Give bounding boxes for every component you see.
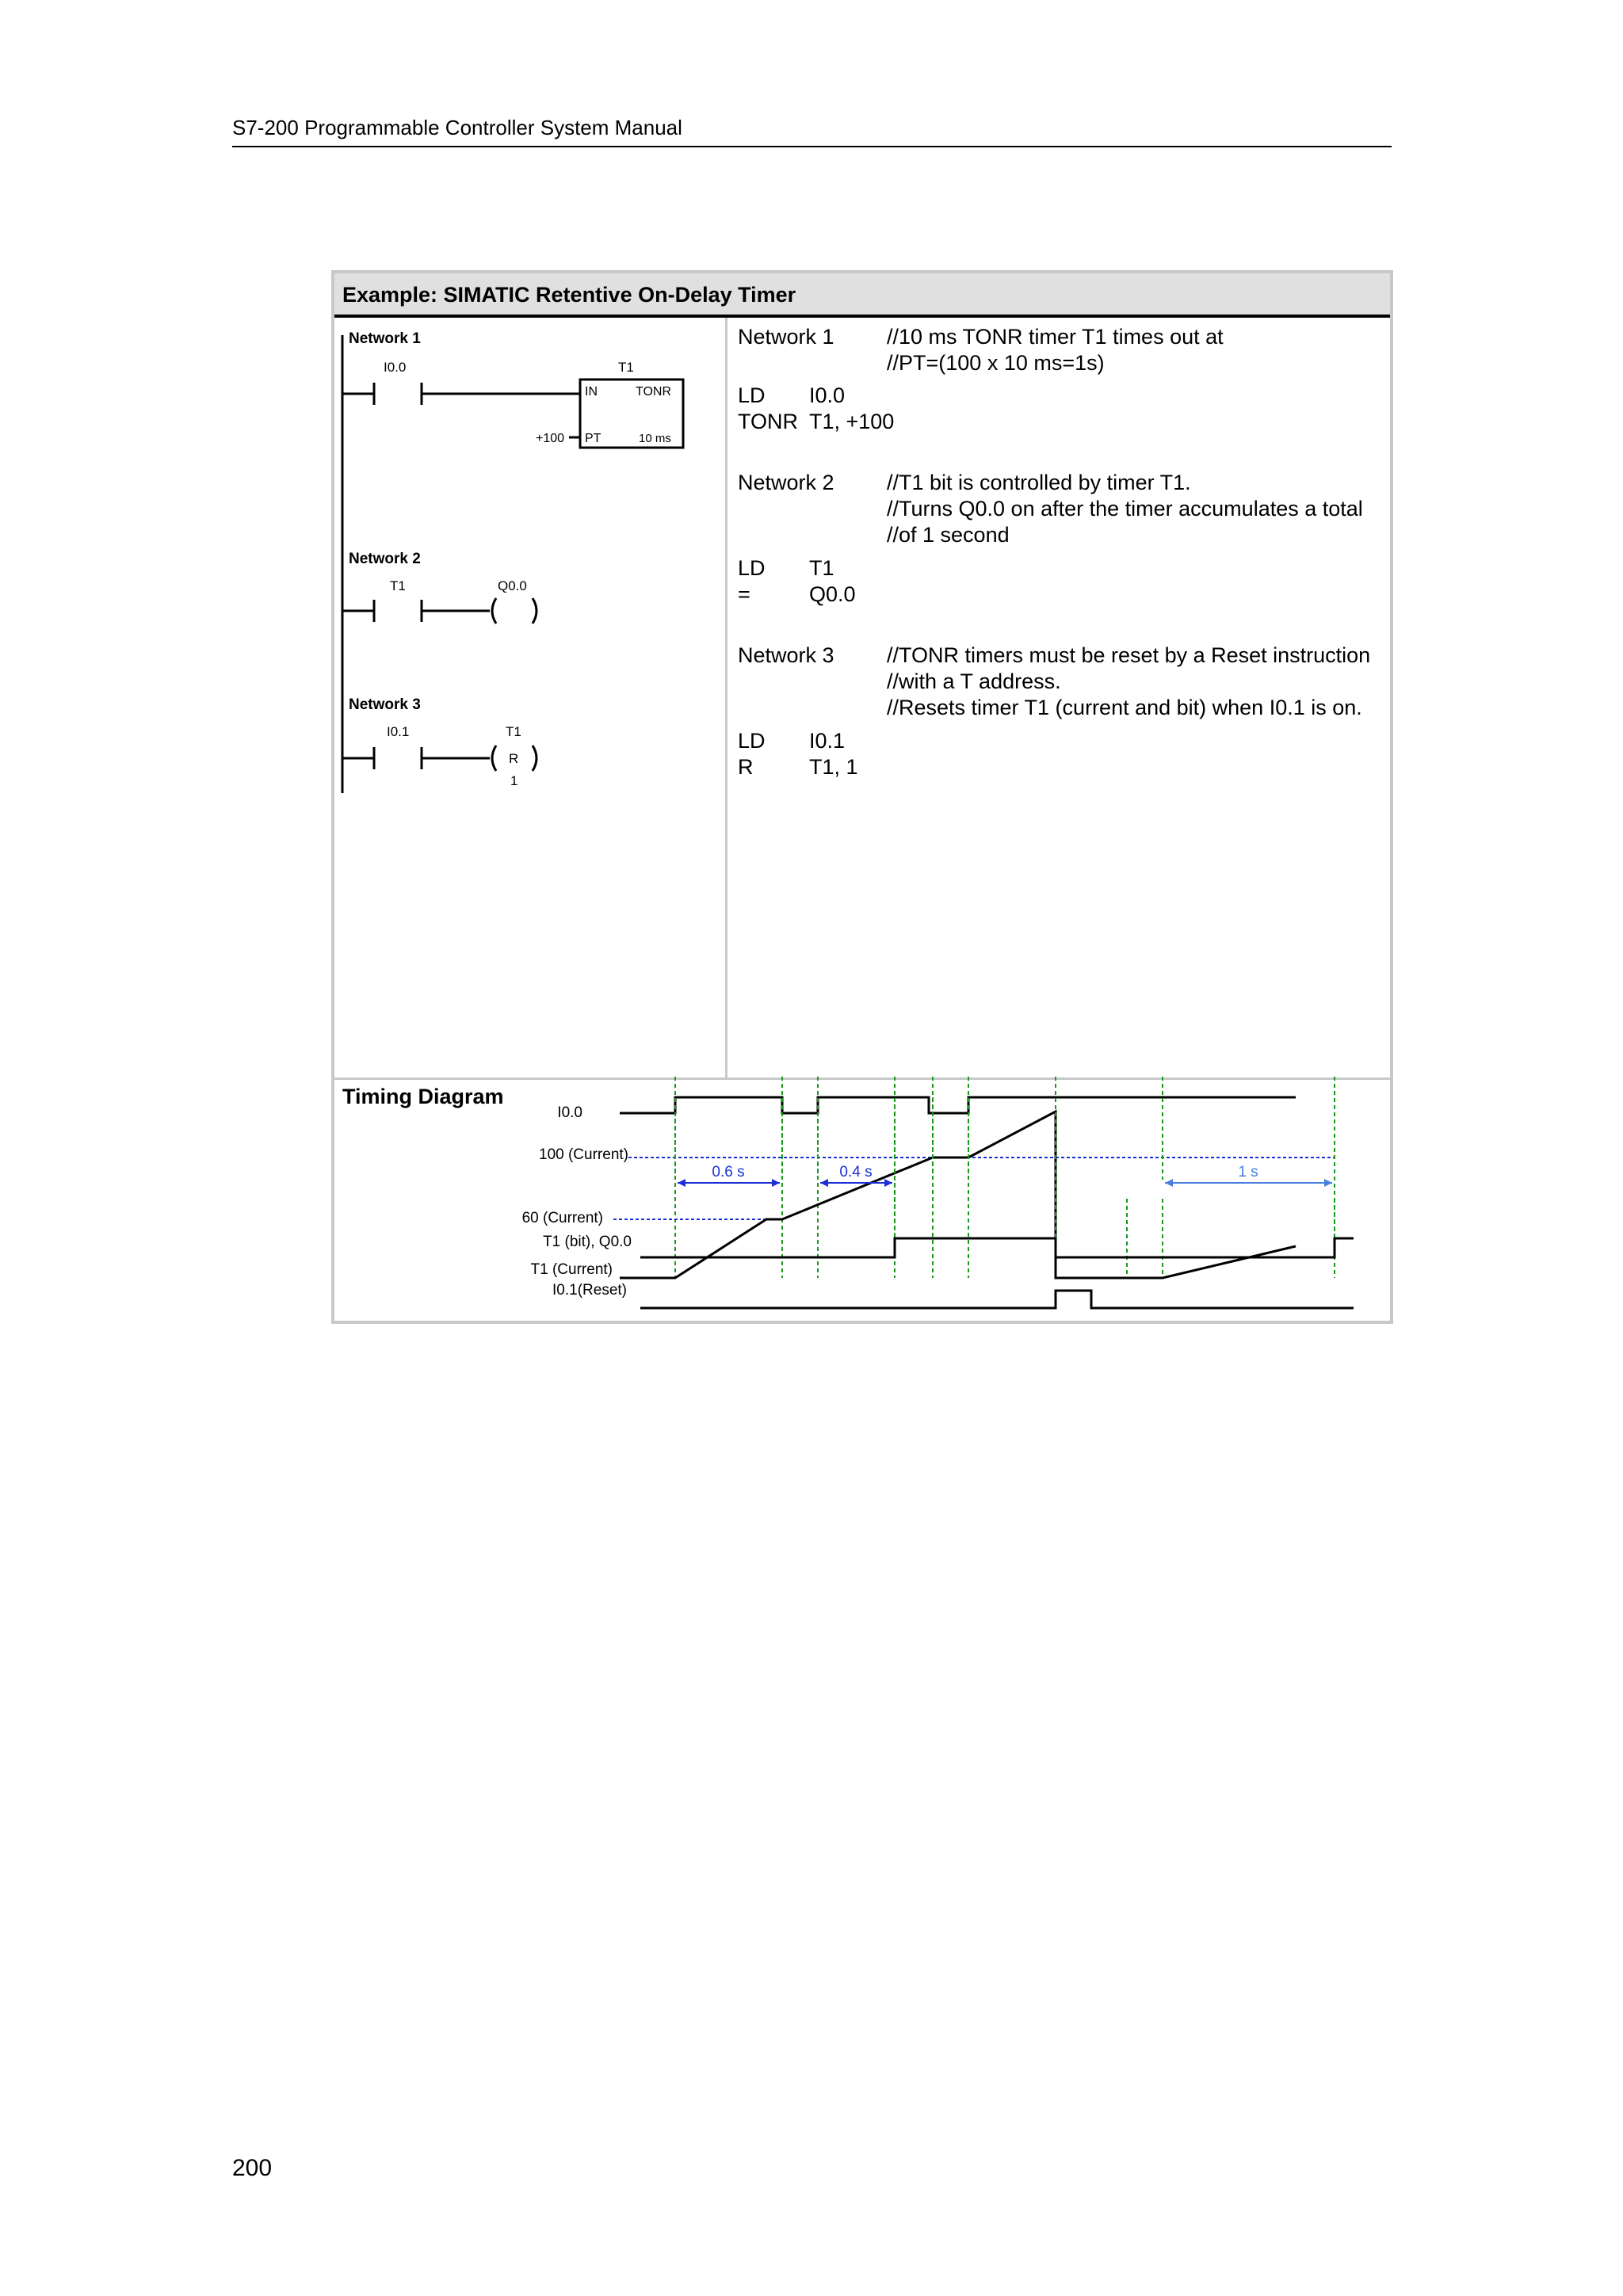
example-title: Example: SIMATIC Retentive On-Delay Timer	[342, 283, 796, 307]
stl-n2-arg-2: Q0.0	[809, 582, 856, 606]
ladder-n1-pt-label: PT	[585, 432, 601, 445]
waveform-i0-1-reset	[640, 1291, 1354, 1308]
ladder-n3-coil-count: 1	[510, 773, 518, 788]
stl-n2-op-2: =	[738, 582, 750, 606]
ladder-n2-coil	[492, 598, 496, 624]
stl-n1-comment-1: //10 ms TONR timer T1 times out at	[887, 325, 1224, 349]
stl-n1-comment-2: //PT=(100 x 10 ms=1s)	[887, 351, 1105, 375]
label-60-current: 60 (Current)	[521, 1210, 603, 1226]
duration-label-1: 0.6 s	[712, 1164, 745, 1180]
ladder-n3-rung	[342, 746, 537, 771]
ladder-n1-timer-name: T1	[618, 360, 634, 375]
stl-network1-label: Network 1	[738, 325, 834, 349]
stl-n1-arg-1: I0.0	[809, 383, 846, 407]
ladder-n2-rung	[342, 598, 537, 624]
ladder-n1-in-label: IN	[585, 385, 598, 399]
ladder-network1-label: Network 1	[349, 330, 421, 347]
label-t1-current: T1 (Current)	[530, 1261, 613, 1278]
ladder-n1-contact-label: I0.0	[384, 360, 407, 375]
ladder-network2-label: Network 2	[349, 551, 421, 567]
ladder-n1-tonr-box	[536, 379, 683, 448]
ladder-diagram	[334, 318, 725, 1077]
stl-n3-comment-2: //with a T address.	[887, 669, 1061, 693]
ladder-n3-coil-operand: T1	[506, 724, 521, 739]
stl-n3-arg-1: I0.1	[809, 729, 846, 753]
stl-n2-comment-2: //Turns Q0.0 on after the timer accumulates a total	[887, 497, 1363, 521]
label-t1-bit: T1 (bit), Q0.0	[543, 1234, 632, 1250]
ladder-n2-coil-label: Q0.0	[498, 578, 527, 593]
stl-n1-op-1: LD	[738, 383, 766, 407]
timing-title: Timing Diagram	[342, 1085, 504, 1108]
stl-network2-label: Network 2	[738, 471, 834, 494]
ladder-n1-contact	[342, 383, 580, 405]
stl-listing-cell	[730, 318, 1390, 1077]
ladder-n1-pt-value: +100	[536, 432, 565, 445]
stl-n3-comment-1: //TONR timers must be reset by a Reset instruction	[887, 643, 1371, 667]
stl-network3-label: Network 3	[738, 643, 834, 667]
timing-diagram-lower	[331, 1077, 1393, 1324]
ladder-network3-label: Network 3	[349, 696, 421, 713]
ladder-n2-contact-label: T1	[390, 578, 406, 593]
ladder-n1-resolution: 10 ms	[639, 432, 671, 445]
label-i0-1-reset: I0.1(Reset)	[552, 1282, 627, 1299]
stl-n1-arg-2: T1, +100	[809, 410, 895, 433]
stl-n1-op-2: TONR	[738, 410, 799, 433]
label-i0-0: I0.0	[557, 1104, 582, 1121]
page-number: 200	[232, 2155, 273, 2181]
waveform-t1-bit	[640, 1238, 1354, 1257]
ladder-n3-coil	[492, 746, 496, 771]
header-rule	[232, 146, 1392, 147]
duration-label-3: 1 s	[1238, 1164, 1258, 1180]
stl-n2-comment-1: //T1 bit is controlled by timer T1.	[887, 471, 1191, 494]
running-header: S7-200 Programmable Controller System Manual	[232, 116, 682, 139]
example-title-bar	[334, 273, 1390, 318]
stl-n3-arg-2: T1, 1	[809, 755, 858, 779]
ladder-n3-contact-label: I0.1	[387, 724, 410, 739]
duration-label-2: 0.4 s	[839, 1164, 873, 1180]
stl-n2-comment-3: //of 1 second	[887, 523, 1010, 547]
ladder-n3-coil-type: R	[509, 751, 519, 766]
timing-guides-lower	[675, 1077, 1335, 1257]
stl-n2-op-1: LD	[738, 556, 766, 580]
stl-n2-arg-1: T1	[809, 556, 834, 580]
stl-n3-op-1: LD	[738, 729, 766, 753]
stl-n3-comment-3: //Resets timer T1 (current and bit) when I0.1 is on.	[887, 696, 1362, 719]
label-100-current: 100 (Current)	[539, 1146, 628, 1163]
ladder-n1-type-label: TONR	[636, 385, 672, 399]
ladder-diagram-cell	[334, 318, 727, 1077]
stl-n3-op-2: R	[738, 755, 754, 779]
